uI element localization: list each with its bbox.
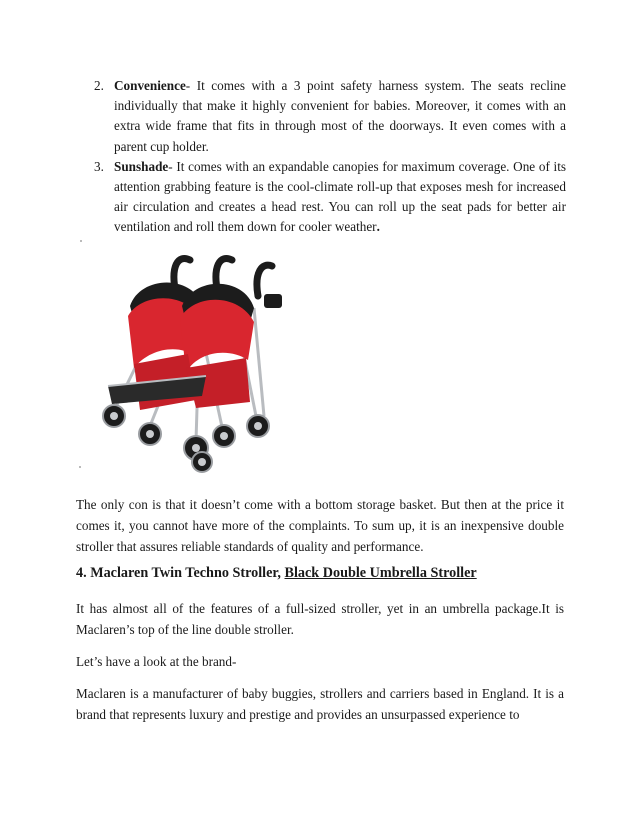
paragraph-con: The only con is that it doesn’t come with a bottom storage basket. But then at the price it comes it, you cannot have more of the complaints. To sum up, it is an inexpensive double stroller that assures reliable standards of quality and performance. bbox=[76, 497, 564, 555]
list-item-end: . bbox=[376, 219, 380, 235]
paragraph-features: It has almost all of the features of a full-sized stroller, yet in an umbrella package.It is Maclaren’s top of the line double stroller. bbox=[76, 601, 564, 638]
image-marker bbox=[79, 466, 81, 468]
list-item-text: - It comes with an expandable canopies for maximum coverage. One of its attention grabbing feature is the cool-climate roll-up that exposes mesh for increased air circulation and creates a head rest. You can roll up the seat pads for better air ventilation and roll them down for cooler weather bbox=[114, 158, 566, 235]
list-item-sunshade bbox=[88, 157, 566, 238]
paragraph-brand-intro: Let’s have a look at the brand- bbox=[76, 654, 237, 669]
list-item-convenience bbox=[88, 76, 566, 157]
heading-prefix: 4. Maclaren Twin Techno Stroller, bbox=[76, 565, 285, 581]
feature-list bbox=[88, 76, 566, 238]
heading-link[interactable]: Black Double Umbrella Stroller bbox=[284, 565, 477, 581]
list-item-text: - It comes with a 3 point safety harness system. The seats recline individually that make it highly convenient for babies. Moreover, it comes with an extra wide frame that fits in through most of the doorways. It even comes with a parent cup holder. bbox=[114, 78, 566, 154]
list-number: 3. bbox=[94, 158, 104, 174]
section-heading bbox=[76, 565, 477, 582]
list-item-title: Convenience bbox=[114, 78, 186, 93]
list-item-title: Sunshade bbox=[114, 158, 169, 174]
list-number: 2. bbox=[94, 78, 104, 93]
paragraph-brand: Maclaren is a manufacturer of baby buggies, strollers and carriers based in England. It is a brand that represents luxury and prestige and provides an unsurpassed experience to bbox=[76, 686, 564, 723]
double-stroller-image bbox=[78, 236, 288, 476]
